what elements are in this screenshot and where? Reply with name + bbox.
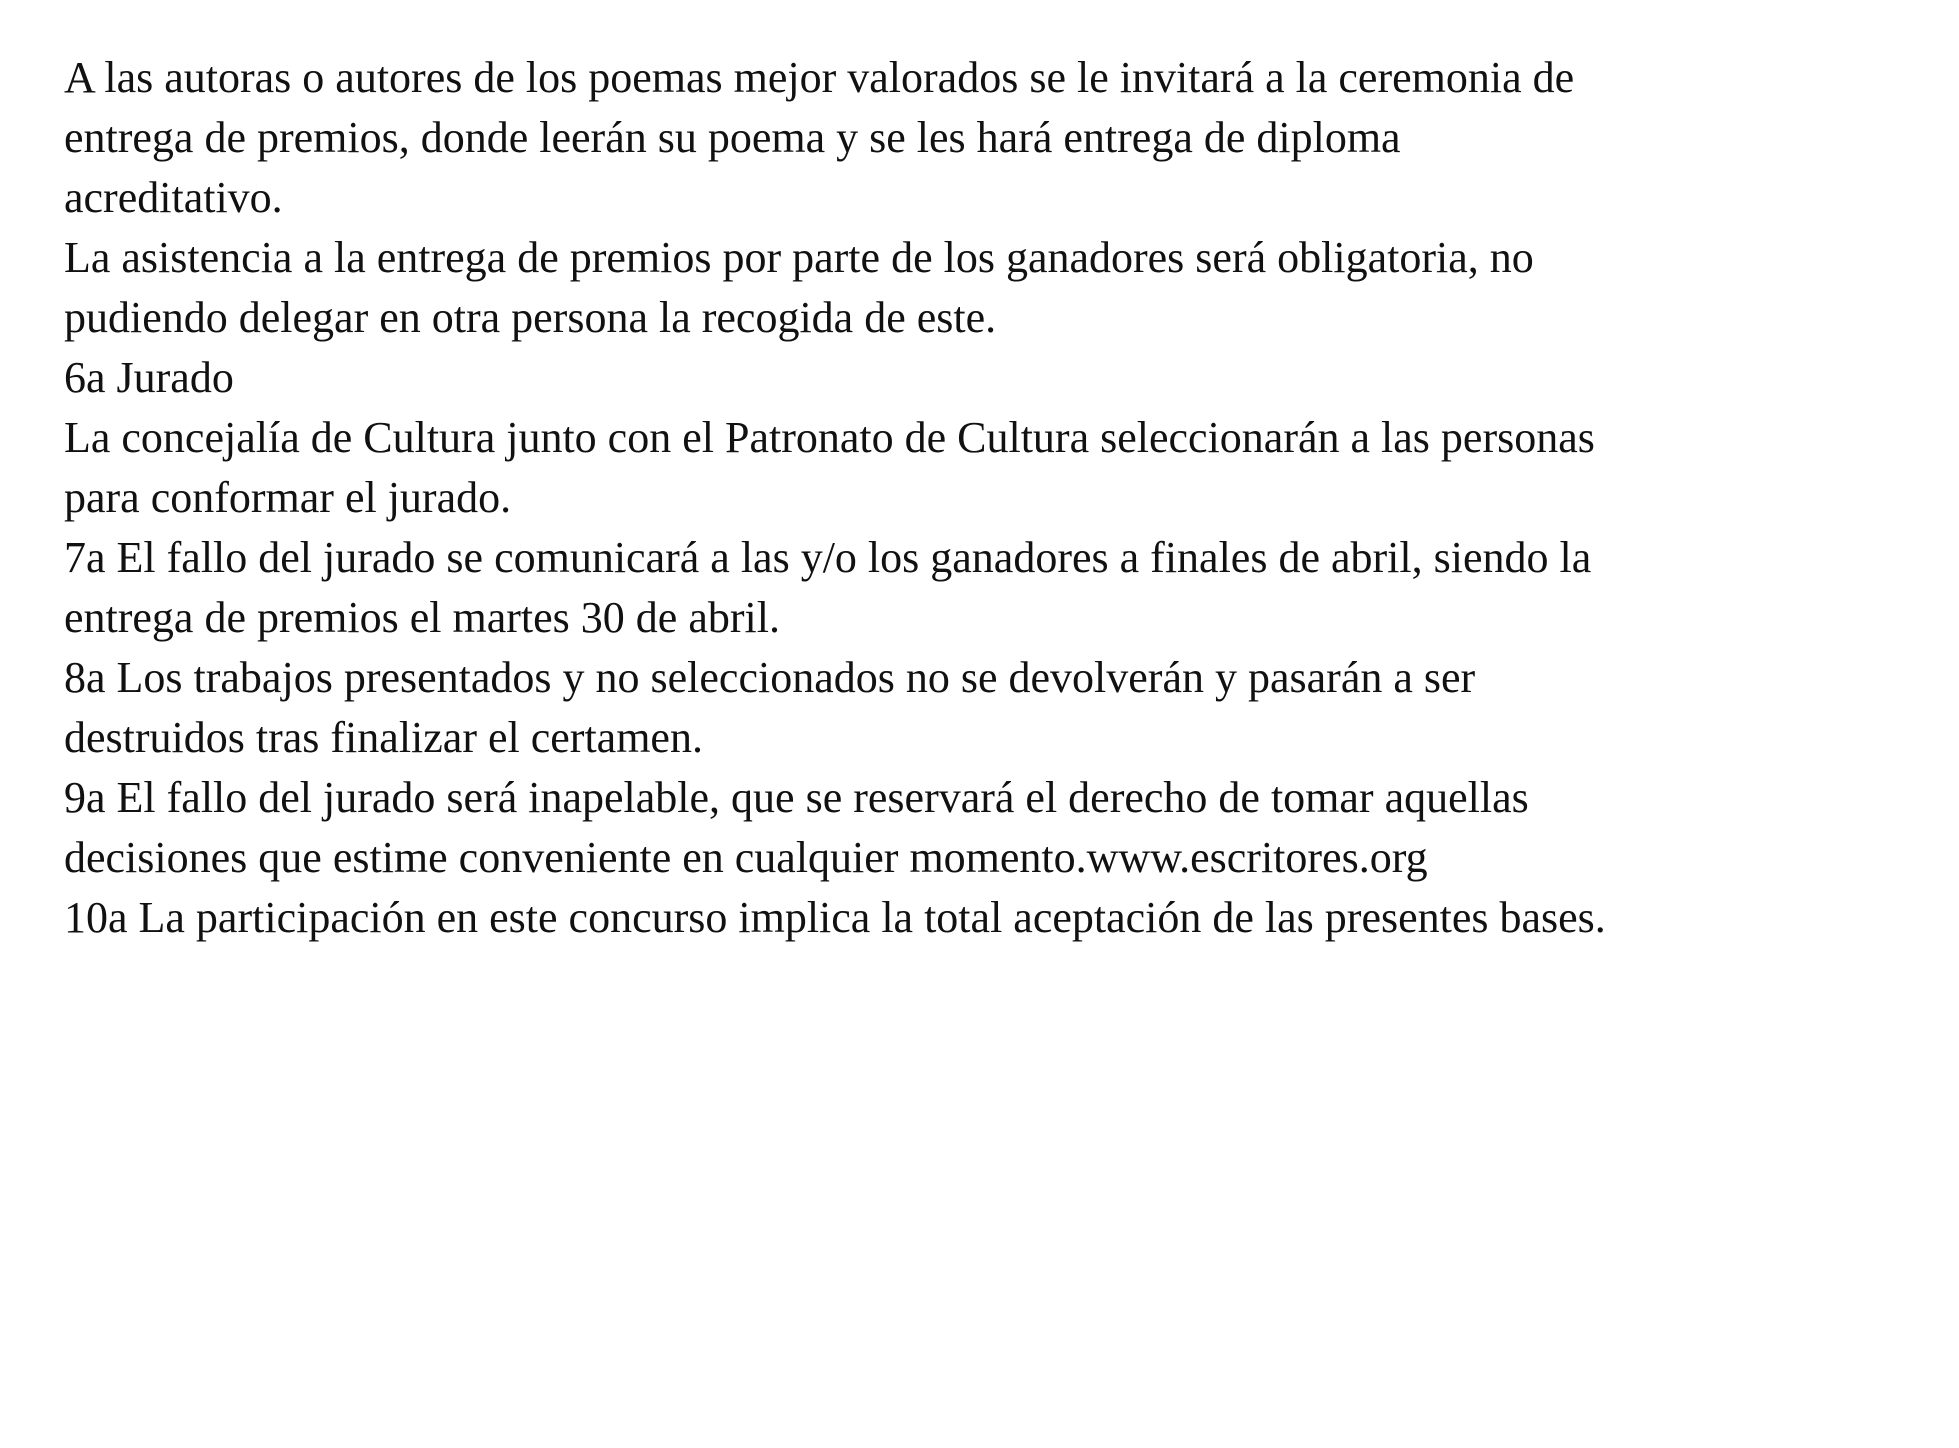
paragraph-jury-line-1: La concejalía de Cultura junto con el Patronato de Cultura seleccionarán a las personas: [64, 413, 1595, 462]
clause-7-line-1: 7a El fallo del jurado se comunicará a las y/o los ganadores a finales de abril, siendo la: [64, 533, 1592, 582]
clause-10-line-1: 10a La participación en este concurso implica la total aceptación de las presentes bases.: [64, 893, 1606, 942]
section-heading-jurado: 6a Jurado: [64, 353, 234, 402]
paragraph-attendance-line-1: La asistencia a la entrega de premios por parte de los ganadores será obligatoria, no: [64, 233, 1534, 282]
paragraph-awards-ceremony-line-1: A las autoras o autores de los poemas mejor valorados se le invitará a la ceremonia de: [64, 53, 1575, 102]
paragraph-awards-ceremony-line-2: entrega de premios, donde leerán su poema y se les hará entrega de diploma: [64, 113, 1401, 162]
clause-8-line-2: destruidos tras finalizar el certamen.: [64, 713, 703, 762]
paragraph-jury-line-2: para conformar el jurado.: [64, 473, 512, 522]
clause-9-line-1: 9a El fallo del jurado será inapelable, que se reservará el derecho de tomar aquellas: [64, 773, 1529, 822]
document-body: [64, 48, 1924, 948]
paragraph-awards-ceremony-line-3: acreditativo.: [64, 173, 283, 222]
clause-9-line-2: decisiones que estime conveniente en cualquier momento.www.escritores.org: [64, 833, 1428, 882]
paragraph-attendance-line-2: pudiendo delegar en otra persona la recogida de este.: [64, 293, 997, 342]
clause-7-line-2: entrega de premios el martes 30 de abril.: [64, 593, 780, 642]
clause-8-line-1: 8a Los trabajos presentados y no seleccionados no se devolverán y pasarán a ser: [64, 653, 1476, 702]
